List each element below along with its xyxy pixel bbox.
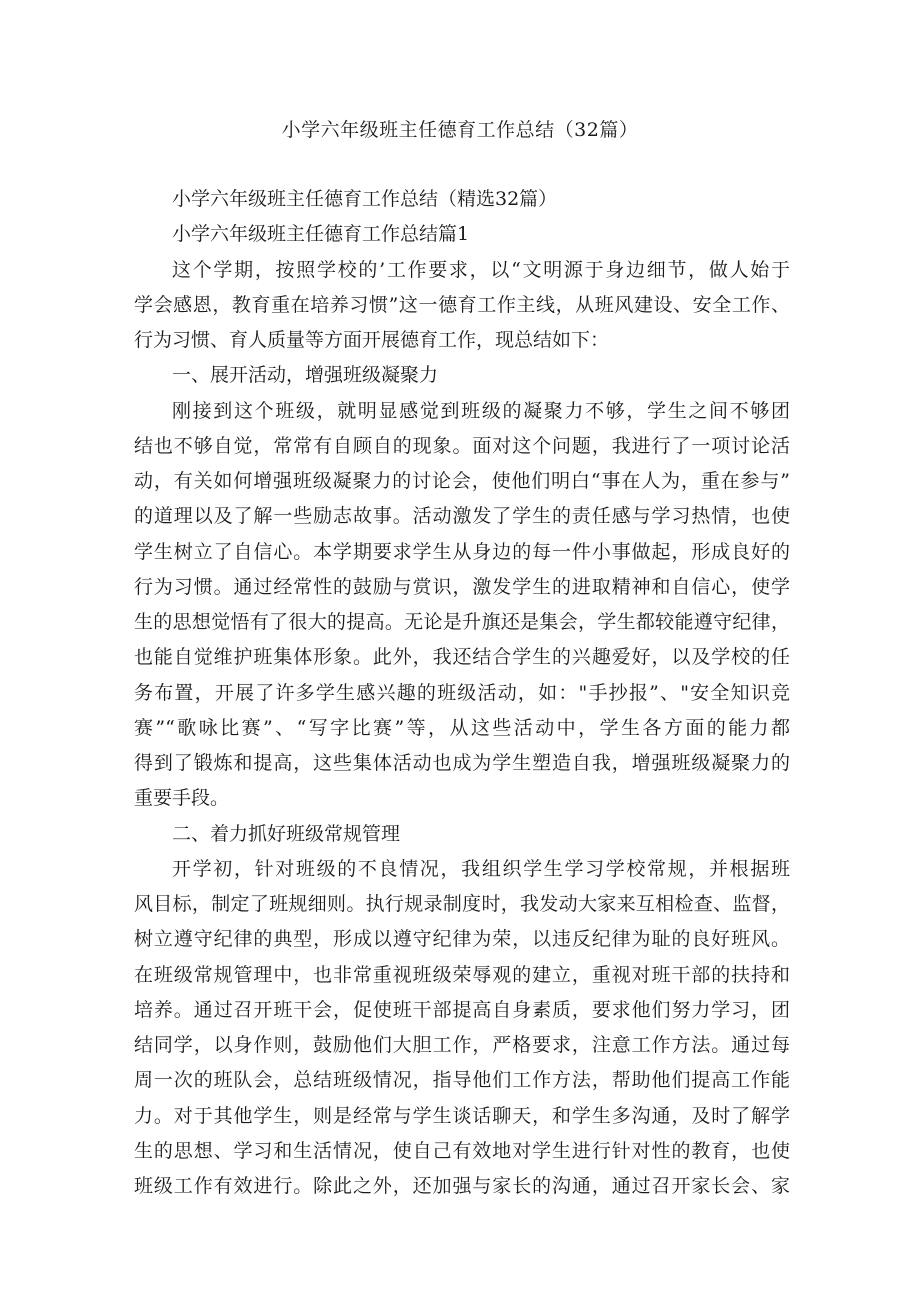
text-line: 重要手段。 <box>134 787 230 810</box>
text-line: 这个学期，按照学校的’工作要求，以“文明源于身边细节，做人始于 <box>172 258 790 281</box>
text-line: 二、着力抓好班级常规管理 <box>172 822 401 845</box>
text-line: 周一次的班队会，总结班级情况，指导他们工作方法，帮助他们提高工作能 <box>134 1069 790 1092</box>
text-line: 培养。通过召开班干会，促使班干部提高自身素质，要求他们努力学习，团 <box>134 998 790 1021</box>
text-line: 生的思想觉悟有了很大的提高。无论是升旗还是集会，学生都较能遵守纪律， <box>134 611 790 633</box>
text-line: 力。对于其他学生，则是经常与学生谈话聊天，和学生多沟通，及时了解学 <box>134 1104 790 1127</box>
text-line: 得到了锻炼和提高，这些集体活动也成为学生塑造自我，增强班级凝聚力的 <box>134 752 790 774</box>
text-line: 班级工作有效进行。除此之外，还加强与家长的沟通，通过召开家长会、家 <box>134 1175 790 1197</box>
text-line: 风目标，制定了班规细则。执行规录制度时，我发动大家来互相检查、监督， <box>134 893 790 915</box>
text-line: 小学六年级班主任德育工作总结（精选32篇） <box>172 188 558 210</box>
text-line: 的道理以及了解一些励志故事。活动激发了学生的责任感与学习热情，也使 <box>134 505 790 528</box>
text-line: 学会感恩，教育重在培养习惯”这一德育工作主线，从班风建设、安全工作、 <box>134 293 790 316</box>
text-line: 生的思想、学习和生活情况，使自己有效地对学生进行针对性的教育，也使 <box>134 1139 790 1162</box>
text-line: 行为习惯。通过经常性的鼓励与赏识，激发学生的进取精神和自信心，使学 <box>134 575 790 598</box>
text-line: 结同学，以身作则，鼓励他们大胆工作，严格要求，注意工作方法。通过每 <box>134 1034 790 1056</box>
text-line: 一、展开活动，增强班级凝聚力 <box>172 364 439 387</box>
text-line: 行为习惯、育人质量等方面开展德育工作，现总结如下： <box>134 329 610 351</box>
text-line: 学生树立了自信心。本学期要求学生从身边的每一件小事做起，形成良好的 <box>134 540 790 563</box>
document-body <box>134 182 790 1204</box>
text-line: 树立遵守纪律的典型，形成以遵守纪律为荣，以违反纪律为耻的良好班风。 <box>134 928 790 951</box>
text-line: 动，有关如何增强班级凝聚力的讨论会，使他们明白“事在人为，重在参与” <box>134 470 790 492</box>
document-title: 小学六年级班主任德育工作总结（32篇） <box>281 119 639 141</box>
text-line: 结也不够自觉，常常有自顾自的现象。面对这个问题，我进行了一项讨论活 <box>134 434 790 457</box>
text-line: 开学初，针对班级的不良情况，我组织学生学习学校常规，并根据班 <box>172 857 790 880</box>
text-line: 赛”“歌咏比赛”、“写字比赛”等，从这些活动中，学生各方面的能力都 <box>134 716 790 739</box>
text-line: 也能自觉维护班集体形象。此外，我还结合学生的兴趣爱好，以及学校的任 <box>134 646 790 669</box>
text-line: 刚接到这个班级，就明显感觉到班级的凝聚力不够，学生之间不够团 <box>172 399 790 422</box>
text-line: 小学六年级班主任德育工作总结篇1 <box>172 223 470 246</box>
text-line: 在班级常规管理中，也非常重视班级荣辱观的建立，重视对班干部的扶持和 <box>134 963 790 986</box>
text-line: 务布置，开展了许多学生感兴趣的班级活动，如："手抄报”、"安全知识竞 <box>134 681 790 704</box>
